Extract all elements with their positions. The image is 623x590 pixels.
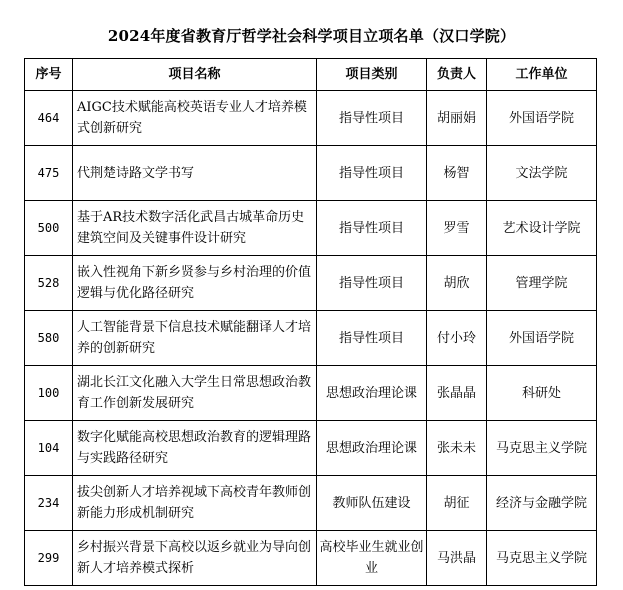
header-leader: 负责人	[427, 59, 487, 91]
project-list-table	[24, 58, 597, 586]
table-row	[25, 256, 597, 311]
cell-category: 教师队伍建设	[317, 476, 427, 531]
cell-category: 高校毕业生就业创业	[317, 531, 427, 586]
cell-project-name: 嵌入性视角下新乡贤参与乡村治理的价值逻辑与优化路径研究	[73, 256, 317, 311]
table-row	[25, 476, 597, 531]
cell-leader: 马洪晶	[427, 531, 487, 586]
table-row	[25, 91, 597, 146]
cell-unit: 外国语学院	[487, 91, 597, 146]
cell-category: 指导性项目	[317, 311, 427, 366]
cell-project-name: 人工智能背景下信息技术赋能翻译人才培养的创新研究	[73, 311, 317, 366]
cell-project-name: 代荆楚诗路文学书写	[73, 146, 317, 201]
cell-leader: 胡征	[427, 476, 487, 531]
cell-leader: 罗雪	[427, 201, 487, 256]
cell-unit: 艺术设计学院	[487, 201, 597, 256]
cell-leader: 杨智	[427, 146, 487, 201]
cell-category: 思想政治理论课	[317, 421, 427, 476]
cell-category: 指导性项目	[317, 201, 427, 256]
header-no: 序号	[25, 59, 73, 91]
cell-leader: 张未未	[427, 421, 487, 476]
table-row	[25, 421, 597, 476]
cell-unit: 经济与金融学院	[487, 476, 597, 531]
cell-no: 580	[25, 311, 73, 366]
cell-project-name: 数字化赋能高校思想政治教育的逻辑理路与实践路径研究	[73, 421, 317, 476]
table-row	[25, 531, 597, 586]
cell-project-name: 基于AR技术数字活化武昌古城革命历史建筑空间及关键事件设计研究	[73, 201, 317, 256]
cell-category: 指导性项目	[317, 146, 427, 201]
cell-no: 528	[25, 256, 73, 311]
table-row	[25, 201, 597, 256]
cell-category: 指导性项目	[317, 256, 427, 311]
header-unit: 工作单位	[487, 59, 597, 91]
cell-category: 思想政治理论课	[317, 366, 427, 421]
cell-no: 464	[25, 91, 73, 146]
cell-unit: 管理学院	[487, 256, 597, 311]
cell-no: 475	[25, 146, 73, 201]
document-title: 2024年度省教育厅哲学社会科学项目立项名单（汉口学院）	[107, 27, 516, 45]
cell-project-name: AIGC技术赋能高校英语专业人才培养模式创新研究	[73, 91, 317, 146]
cell-no: 299	[25, 531, 73, 586]
cell-leader: 付小玲	[427, 311, 487, 366]
header-project-name: 项目名称	[73, 59, 317, 91]
cell-project-name: 乡村振兴背景下高校以返乡就业为导向创新人才培养模式探析	[73, 531, 317, 586]
cell-unit: 外国语学院	[487, 311, 597, 366]
cell-unit: 马克思主义学院	[487, 421, 597, 476]
table-row	[25, 311, 597, 366]
cell-leader: 胡丽娟	[427, 91, 487, 146]
cell-no: 100	[25, 366, 73, 421]
cell-project-name: 拔尖创新人才培养视域下高校青年教师创新能力形成机制研究	[73, 476, 317, 531]
header-category: 项目类别	[317, 59, 427, 91]
cell-leader: 胡欣	[427, 256, 487, 311]
cell-project-name: 湖北长江文化融入大学生日常思想政治教育工作创新发展研究	[73, 366, 317, 421]
cell-unit: 马克思主义学院	[487, 531, 597, 586]
cell-leader: 张晶晶	[427, 366, 487, 421]
table-header-row	[25, 59, 597, 91]
cell-no: 104	[25, 421, 73, 476]
cell-unit: 文法学院	[487, 146, 597, 201]
table-row	[25, 366, 597, 421]
cell-unit: 科研处	[487, 366, 597, 421]
cell-no: 500	[25, 201, 73, 256]
table-row	[25, 146, 597, 201]
cell-category: 指导性项目	[317, 91, 427, 146]
cell-no: 234	[25, 476, 73, 531]
